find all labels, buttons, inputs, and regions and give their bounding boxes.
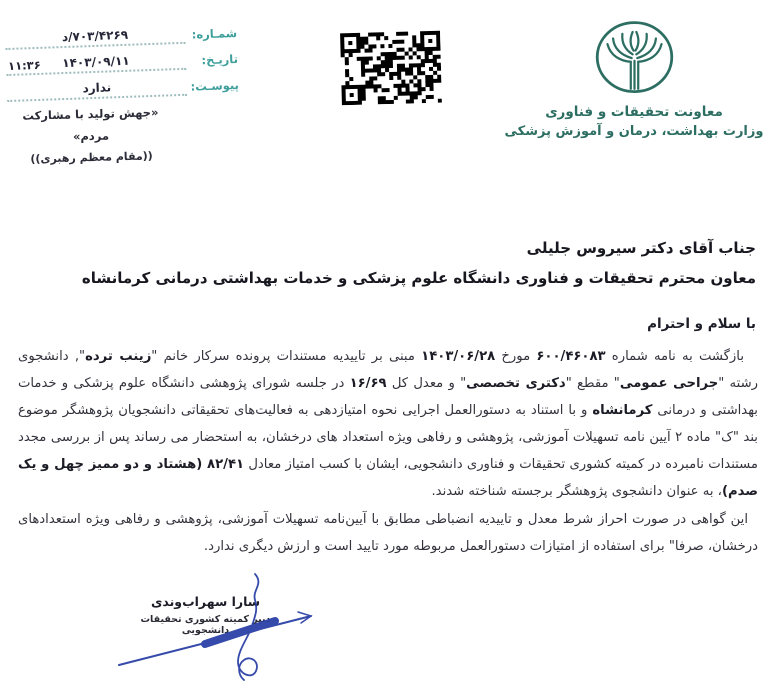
- qr-code: [340, 31, 442, 106]
- recipient-title: معاون محترم تحقیقات و فناوری دانشگاه علوم پزشکی و خدمات بهداشتی درمانی کرمانشاه: [81, 269, 756, 287]
- slogan-line2: ((مقام معظم رهبری)): [30, 149, 153, 166]
- signer-title: دبیر کمیته کشوری تحقیقات دانشجویی: [140, 614, 271, 636]
- slogan-line1: «جهش تولید با مشارکت مردم»: [22, 105, 159, 144]
- number-label: شمـاره:: [191, 25, 238, 42]
- meta-row-date: [6, 46, 239, 76]
- attachment-value: ندارد: [82, 80, 112, 96]
- letter-number: ۷۰۳/۴۲۶۹/د: [61, 27, 129, 45]
- letter-meta-block: [5, 20, 240, 106]
- number-value-line: [5, 22, 186, 50]
- ministry-name: وزارت بهداشت، درمان و آموزش پزشکی: [504, 124, 764, 139]
- tree-logo-icon: [587, 18, 682, 100]
- recipient-block: [82, 233, 756, 293]
- letter-time: ۱۱:۳۶: [7, 57, 41, 73]
- date-label: تاریـخ:: [201, 51, 239, 68]
- qr-code-canvas: [340, 31, 442, 106]
- attachment-value-line: [7, 74, 188, 102]
- deputy-name: معاونت تحقیقات و فناوری: [545, 104, 723, 120]
- signer-name: سارا سهراب‌وندی: [150, 594, 261, 609]
- letter-date: ۱۴۰۳/۰۹/۱۱: [62, 53, 130, 71]
- body-paragraph-2: این گواهی در صورت احراز شرط معدل و تاییدیه انضباطی مطابق با آیین‌نامه تسهیلات آموزشی، پژوهشی و رفاهی ویژه استعدادهای درخشان، صرفا" برای استفاده از امتیازات دستورالعمل مربوطه مورد تایید است و ارزش دیگری ندارد.: [18, 512, 758, 554]
- meta-row-attachment: [7, 72, 240, 102]
- slogan-block: [5, 101, 177, 171]
- body-paragraph-1: بازگشت به نامه شماره ۶۰۰/۴۶۰۸۳ مورخ ۱۴۰۳/۰۶/۲۸ مبنی بر تاییدیه مستندات پرونده سرکار خانم "زینب ترده", دانشجوی رشته "جراحی عمومی" مقطع "دکتری تخصصی" و معدل کل ۱۶/۶۹ در جلسه شورای پژوهشی دانشگاه علوم پزشکی و خدمات بهداشتی و درمانی کرمانشاه و با استناد به دستورالعمل اجرایی نحوه امتیازدهی به فعالیت‌های تحقیقاتی دانشجویان پژوهشگر موضوع بند "ک" ماده ۲ آیین نامه تسهیلات آموزشی، پژوهشی و رفاهی ویژه استعداد های درخشان، به استحضار می رساند پس از بررسی مجدد مستندات نامبرده در کمیته کشوری تحقیقات و فناوری دانشجویی، ایشان با کسب امتیاز معادل ۸۲/۴۱ (هشتاد و دو ممیز چهل و یک صدم)، به عنوان دانشجوی پژوهشگر برجسته شناخته شدند.: [18, 349, 758, 499]
- ministry-logo-block: [500, 18, 768, 142]
- meta-row-number: [5, 20, 238, 50]
- date-value-line: [6, 48, 187, 76]
- attachment-label: پیوسـت:: [190, 77, 240, 94]
- recipient-name: جناب آقای دکتر سیروس جلیلی: [526, 239, 756, 257]
- signature-block: [118, 594, 293, 636]
- salutation: با سلام و احترام: [647, 316, 756, 332]
